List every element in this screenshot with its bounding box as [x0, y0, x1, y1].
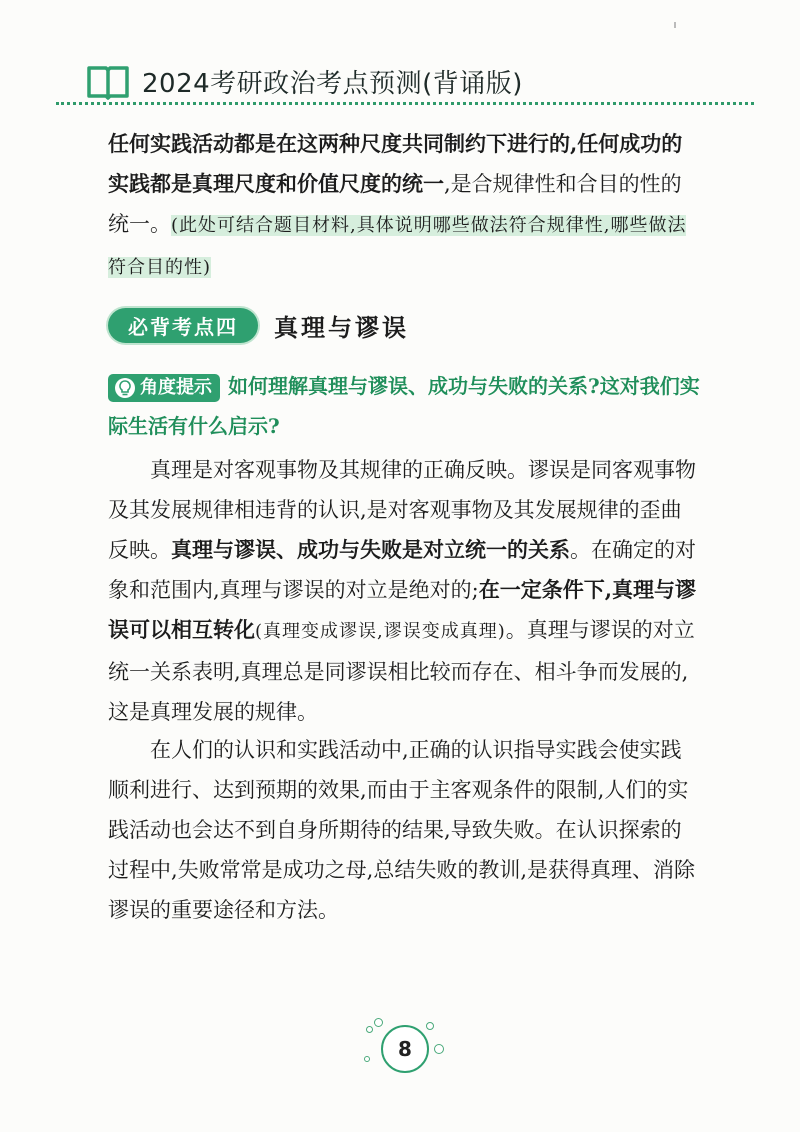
section-badge: 必背考点四 [108, 308, 258, 343]
ornament-dot [434, 1044, 444, 1054]
angle-tip [108, 366, 700, 446]
body1-note: (真理变成谬误,谬误变成真理) [255, 621, 506, 642]
body1-bold-1: 真理与谬误、成功与失败是对立统一的关系 [171, 537, 570, 562]
header-divider [56, 102, 754, 105]
body1-bold-2: 在一定条件下,真理与谬误可以相互转化 [108, 577, 697, 642]
page-header [86, 60, 523, 102]
body1-sentence-1: 真理是对客观事物及其规律的正确反映。谬误是同客观事物及其发展规律相违背的认识,是对客观事物及其发展规律的歪曲反映。 [108, 458, 696, 562]
intro-paragraph [108, 124, 700, 288]
ornament-dot [366, 1026, 373, 1033]
corner-mark [674, 22, 676, 28]
intro-bold-text: 任何实践活动都是在这两种尺度共同制约下进行的,任何成功的实践都是真理尺度和价值尺度的统一 [108, 131, 683, 196]
body1-sentence-6: 。真理与谬误的对立统一关系表明,真理总是同谬误相比较而存在、相斗争而发展的,这是真理发展的规律。 [108, 618, 695, 724]
page-number: 8 [381, 1025, 429, 1073]
lightbulb-icon [114, 377, 136, 399]
ornament-dot [364, 1056, 370, 1062]
section-heading [108, 306, 409, 344]
tip-badge [108, 374, 220, 402]
ornament-dot [374, 1018, 383, 1027]
tip-text: 如何理解真理与谬误、成功与失败的关系?这对我们实际生活有什么启示? [108, 374, 700, 438]
intro-text: ,是合规律性和合目的性的统一。 [108, 172, 682, 236]
page-number-ornament [360, 1016, 450, 1086]
tip-badge-label: 角度提示 [140, 376, 212, 398]
body-paragraph-1 [108, 450, 700, 732]
header-title: 2024考研政治考点预测(背诵版) [142, 68, 523, 99]
book-icon [86, 62, 130, 100]
ornament-dot [426, 1022, 434, 1030]
section-title: 真理与谬误 [274, 312, 409, 342]
body-paragraph-2: 在人们的认识和实践活动中,正确的认识指导实践会使实践顺利进行、达到预期的效果,而由于主客观条件的限制,人们的实践活动也会达不到自身所期待的结果,导致失败。在认识探索的过程中,失败常常是成功之母,总结失败的教训,是获得真理、消除谬误的重要途径和方法。 [108, 738, 696, 922]
intro-note: (此处可结合题目材料,具体说明哪些做法符合规律性,哪些做法符合目的性) [108, 215, 687, 278]
body1-sentence-3: 。在确定的对象和范围内,真理与谬误的对立是绝对的; [108, 538, 696, 602]
